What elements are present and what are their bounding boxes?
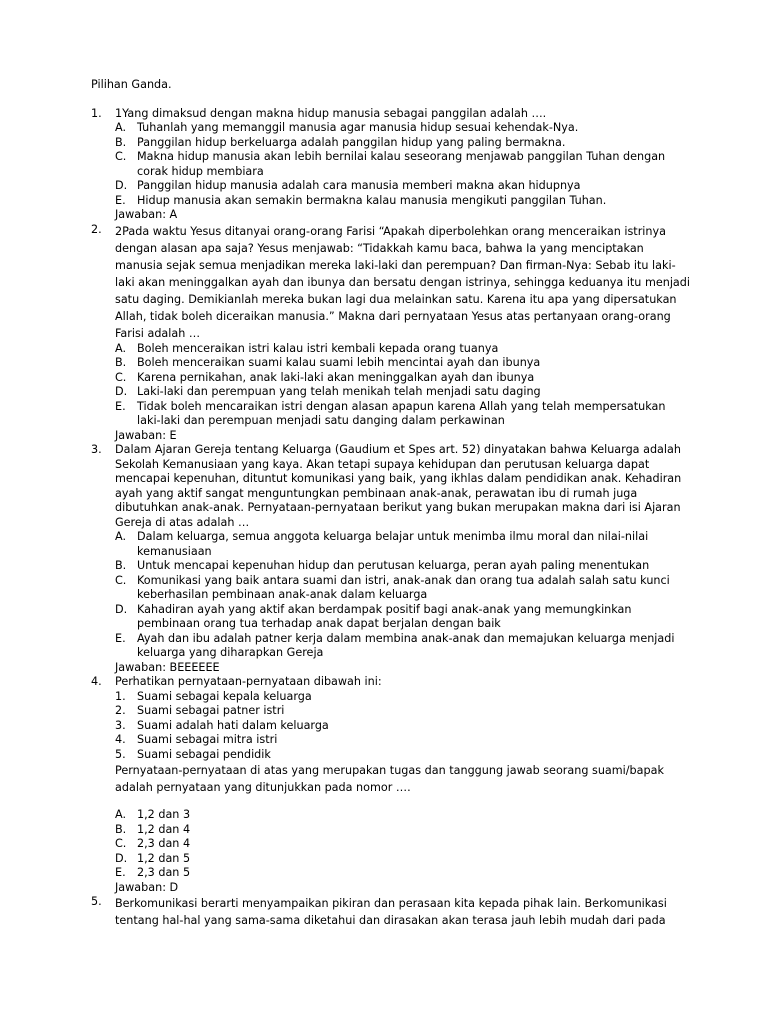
option-d: [115, 385, 691, 400]
statement-1: [115, 690, 691, 705]
option-letter: A.: [115, 530, 127, 543]
statement-text: Suami adalah hati dalam keluarga: [137, 718, 329, 732]
option-letter: C.: [115, 150, 127, 163]
option-text: 1,2 dan 3: [137, 808, 191, 821]
option-letter: E.: [115, 399, 126, 413]
answer-key: Jawaban: D: [115, 880, 179, 894]
section-heading: Pilihan Ganda.: [91, 78, 172, 91]
spacer: [115, 796, 691, 808]
option-c: [115, 837, 691, 852]
statement-text: Suami sebagai kepala keluarga: [137, 689, 312, 703]
option-letter: E.: [115, 631, 126, 645]
question-2: [91, 223, 691, 444]
statement-3: [115, 719, 691, 734]
option-text: Karena pernikahan, anak laki-laki akan meninggalkan ayah dan ibunya: [137, 370, 535, 384]
document-page: [91, 78, 691, 929]
option-d: [115, 179, 691, 194]
option-b: [115, 136, 691, 151]
statement-number: 5.: [115, 747, 126, 761]
answer-key: Jawaban: E: [115, 428, 177, 442]
question-stem: Berkomunikasi berarti menyampaikan pikiran dan perasaan kita kepada pihak lain. Berkomunikasi tentang hal-hal yang sama-sama diketahui dan dirasakan akan terasa jauh lebih mudah dari pada: [115, 897, 667, 927]
option-text: Untuk mencapai kepenuhan hidup dan perutusan keluarga, peran ayah paling menentukan: [137, 559, 650, 572]
option-a: [115, 121, 691, 136]
option-list: [115, 342, 691, 429]
option-letter: E.: [115, 193, 126, 207]
option-letter: A.: [115, 341, 127, 355]
option-e: [115, 632, 691, 661]
question-3: [91, 443, 691, 675]
question-prompt: Pernyataan-pernyataan di atas yang merupakan tugas dan tanggung jawab seorang suami/bapak adalah pernyataan yang ditunjukkan pada nomor ….: [115, 764, 664, 794]
question-number: 2.: [91, 222, 102, 236]
option-e: [115, 400, 691, 429]
option-letter: C.: [115, 573, 127, 587]
statement-list: [115, 690, 691, 763]
option-letter: B.: [115, 135, 127, 149]
statement-number: 4.: [115, 733, 126, 746]
option-e: [115, 866, 691, 881]
option-text: Kahadiran ayah yang aktif akan berdampak positif bagi anak-anak yang memungkinkan pembinaan orang tua terhadap anak dapat berjalan dengan baik: [137, 602, 632, 630]
option-letter: D.: [115, 851, 128, 865]
question-5: [91, 895, 691, 929]
option-c: [115, 371, 691, 386]
question-1: [91, 107, 691, 223]
option-text: Tidak boleh mencaraikan istri dengan alasan apapun karena Allah yang telah mempersatukan laki-laki dan perempuan menjadi satu danging dalam perkawinan: [137, 399, 666, 427]
option-c: [115, 150, 691, 179]
option-text: Panggilan hidup berkeluarga adalah panggilan hidup yang paling bermakna.: [137, 135, 566, 149]
question-stem: Dalam Ajaran Gereja tentang Keluarga (Gaudium et Spes art. 52) dinyatakan bahwa Keluarga adalah Sekolah Kemanusiaan yang kaya. Akan tetapi supaya kehidupan dan perutusan keluarga dapat mencapai kepenuhan, dituntut komunikasi yang baik, yang ikhlas dalam pendidikan anak. Kehadiran ayah yang aktif sangat menguntungkan pembinaan anak-anak, perawatan ibu di rumah juga dibutuhkan anak-anak. Pernyataan-pernyataan berikut yang bukan merupakan makna dari isi Ajaran Gereja di atas adalah …: [115, 443, 682, 529]
question-stem: 2Pada waktu Yesus ditanyai orang-orang Farisi “Apakah diperbolehkan orang menceraikan istrinya dengan alasan apa saja? Yesus menjawab: “Tidakkah kamu baca, bahwa Ia yang menciptakan manusia sejak semua menjadikan mereka laki-laki dan perempuan? Dan firman-Nya: Sebab itu laki-laki akan meninggalkan ayah dan ibunya dan bersatu dengan istrinya, sehingga keduanya itu menjadi satu daging. Demikianlah mereka bukan lagi dua melainkan satu. Karena itu apa yang dipersatukan Allah, tidak boleh diceraikan manusia.” Makna dari pernyataan Yesus atas pertanyaan orang-orang Farisi adalah …: [115, 224, 691, 340]
answer-key: Jawaban: A: [115, 208, 178, 221]
statement-number: 3.: [115, 718, 126, 732]
statement-text: Suami sebagai pendidik: [137, 747, 271, 761]
statement-5: [115, 748, 691, 763]
option-e: [115, 194, 691, 209]
option-text: Hidup manusia akan semakin bermakna kalau manusia mengikuti panggilan Tuhan.: [137, 193, 607, 207]
option-list: [115, 808, 691, 881]
option-letter: B.: [115, 822, 127, 836]
option-d: [115, 852, 691, 867]
option-d: [115, 603, 691, 632]
question-number: 3.: [91, 443, 102, 456]
question-stem: 1Yang dimaksud dengan makna hidup manusia sebagai panggilan adalah ….: [115, 106, 547, 120]
statement-number: 2.: [115, 704, 126, 717]
option-text: Ayah dan ibu adalah patner kerja dalam membina anak-anak dan memajukan keluarga menjadi keluarga yang diharapkan Gereja: [137, 631, 675, 659]
option-letter: D.: [115, 385, 128, 398]
option-letter: D.: [115, 179, 128, 192]
option-a: [115, 808, 691, 823]
statement-text: Suami sebagai patner istri: [137, 704, 285, 717]
statement-2: [115, 704, 691, 719]
option-text: Boleh menceraikan istri kalau istri kembali kepada orang tuanya: [137, 341, 499, 355]
answer-key: Jawaban: BEEEEEE: [115, 660, 220, 674]
option-text: Makna hidup manusia akan lebih bernilai kalau seseorang menjawab panggilan Tuhan dengan corak hidup membiara: [137, 150, 666, 178]
statement-text: Suami sebagai mitra istri: [137, 733, 278, 746]
option-letter: C.: [115, 370, 127, 384]
option-text: Laki-laki dan perempuan yang telah menikah telah menjadi satu daging: [137, 385, 541, 398]
question-stem: Perhatikan pernyataan-pernyataan dibawah ini:: [115, 675, 382, 688]
question-4: [91, 675, 691, 895]
question-number: 5.: [91, 895, 102, 908]
option-letter: B.: [115, 559, 127, 572]
option-letter: C.: [115, 837, 127, 850]
option-letter: D.: [115, 602, 128, 616]
option-list: [115, 121, 691, 208]
option-text: Tuhanlah yang memanggil manusia agar manusia hidup sesuai kehendak-Nya.: [137, 121, 579, 134]
statement-4: [115, 733, 691, 748]
option-a: [115, 342, 691, 357]
option-b: [115, 559, 691, 574]
option-text: 2,3 dan 4: [137, 837, 191, 850]
option-text: Komunikasi yang baik antara suami dan istri, anak-anak dan orang tua adalah salah satu kunci keberhasilan pembinaan anak-anak dalam keluarga: [137, 573, 670, 601]
option-c: [115, 574, 691, 603]
option-letter: B.: [115, 356, 127, 369]
option-text: 2,3 dan 5: [137, 866, 191, 879]
option-text: 1,2 dan 4: [137, 822, 191, 836]
option-letter: A.: [115, 808, 127, 821]
question-number: 1.: [91, 106, 102, 120]
option-a: [115, 530, 691, 559]
option-letter: E.: [115, 866, 126, 879]
question-number: 4.: [91, 675, 102, 688]
option-text: Dalam keluarga, semua anggota keluarga belajar untuk menimba ilmu moral dan nilai-nilai kemanusiaan: [137, 530, 649, 558]
statement-number: 1.: [115, 689, 126, 703]
option-letter: A.: [115, 121, 127, 134]
option-b: [115, 823, 691, 838]
option-b: [115, 356, 691, 371]
option-list: [115, 530, 691, 661]
option-text: Panggilan hidup manusia adalah cara manusia memberi makna akan hidupnya: [137, 179, 581, 192]
option-text: Boleh menceraikan suami kalau suami lebih mencintai ayah dan ibunya: [137, 356, 541, 369]
option-text: 1,2 dan 5: [137, 851, 191, 865]
